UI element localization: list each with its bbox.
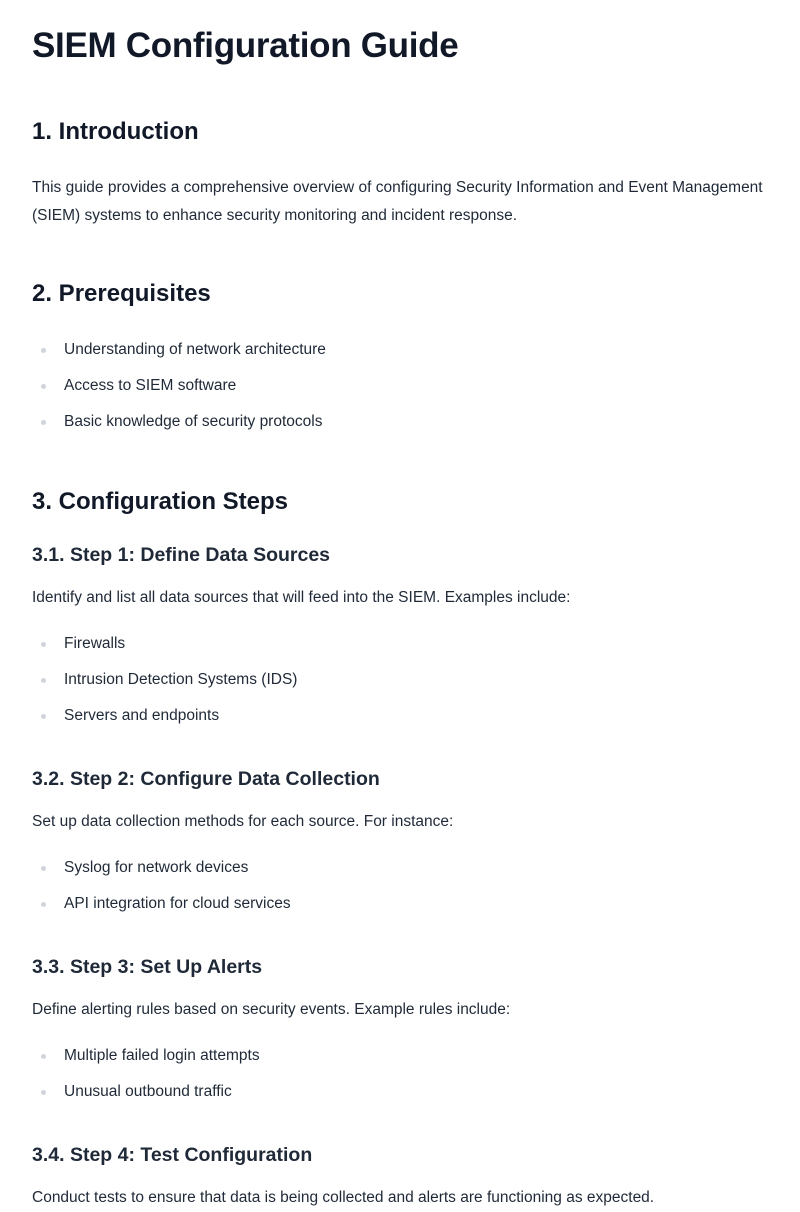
bullet-icon <box>41 678 46 683</box>
list-item <box>32 704 768 728</box>
step-3-heading: 3.3. Step 3: Set Up Alerts <box>32 956 263 978</box>
bullet-icon <box>41 902 46 907</box>
list-item-text: API integration for cloud services <box>64 895 291 912</box>
bullet-icon <box>41 1054 46 1059</box>
list-item <box>32 892 768 916</box>
list-item-text: Understanding of network architecture <box>64 341 326 358</box>
list-item <box>32 668 768 692</box>
list-item <box>32 856 768 880</box>
list-item-text: Intrusion Detection Systems (IDS) <box>64 671 298 688</box>
prerequisites-heading: 2. Prerequisites <box>32 280 211 307</box>
list-item-text: Access to SIEM software <box>64 377 237 394</box>
bullet-icon <box>41 384 46 389</box>
step-3-list <box>32 1044 768 1104</box>
list-item <box>32 374 768 398</box>
list-item-text: Unusual outbound traffic <box>64 1083 232 1100</box>
step-1-paragraph: Identify and list all data sources that will feed into the SIEM. Examples include: <box>32 589 571 606</box>
introduction-paragraph: This guide provides a comprehensive overview of configuring Security Information and Event Management (SIEM) systems to enhance security monitoring and incident response. <box>32 179 763 224</box>
list-item-text: Syslog for network devices <box>64 859 249 876</box>
bullet-icon <box>41 714 46 719</box>
configuration-heading: 3. Configuration Steps <box>32 488 289 515</box>
prerequisites-section <box>32 278 768 434</box>
step-4-paragraph: Conduct tests to ensure that data is being collected and alerts are functioning as expected. <box>32 1189 655 1206</box>
bullet-icon <box>41 866 46 871</box>
step-4-heading: 3.4. Step 4: Test Configuration <box>32 1144 313 1166</box>
step-2-paragraph: Set up data collection methods for each source. For instance: <box>32 813 454 830</box>
list-item <box>32 632 768 656</box>
list-item <box>32 1044 768 1068</box>
introduction-heading: 1. Introduction <box>32 118 199 145</box>
step-1-heading: 3.1. Step 1: Define Data Sources <box>32 544 331 566</box>
list-item <box>32 1080 768 1104</box>
bullet-icon <box>41 420 46 425</box>
step-2-heading: 3.2. Step 2: Configure Data Collection <box>32 768 380 790</box>
list-item-text: Basic knowledge of security protocols <box>64 413 323 430</box>
prerequisites-list <box>32 338 768 434</box>
step-2-list <box>32 856 768 916</box>
list-item <box>32 410 768 434</box>
list-item-text: Servers and endpoints <box>64 707 220 724</box>
bullet-icon <box>41 1090 46 1095</box>
list-item <box>32 338 768 362</box>
bullet-icon <box>41 348 46 353</box>
list-item-text: Firewalls <box>64 635 126 652</box>
configuration-section <box>32 486 768 1212</box>
bullet-icon <box>41 642 46 647</box>
step-3-paragraph: Define alerting rules based on security events. Example rules include: <box>32 1001 511 1018</box>
introduction-section <box>32 116 768 230</box>
step-1-list <box>32 632 768 728</box>
document-title: SIEM Configuration Guide <box>32 26 459 65</box>
list-item-text: Multiple failed login attempts <box>64 1047 260 1064</box>
